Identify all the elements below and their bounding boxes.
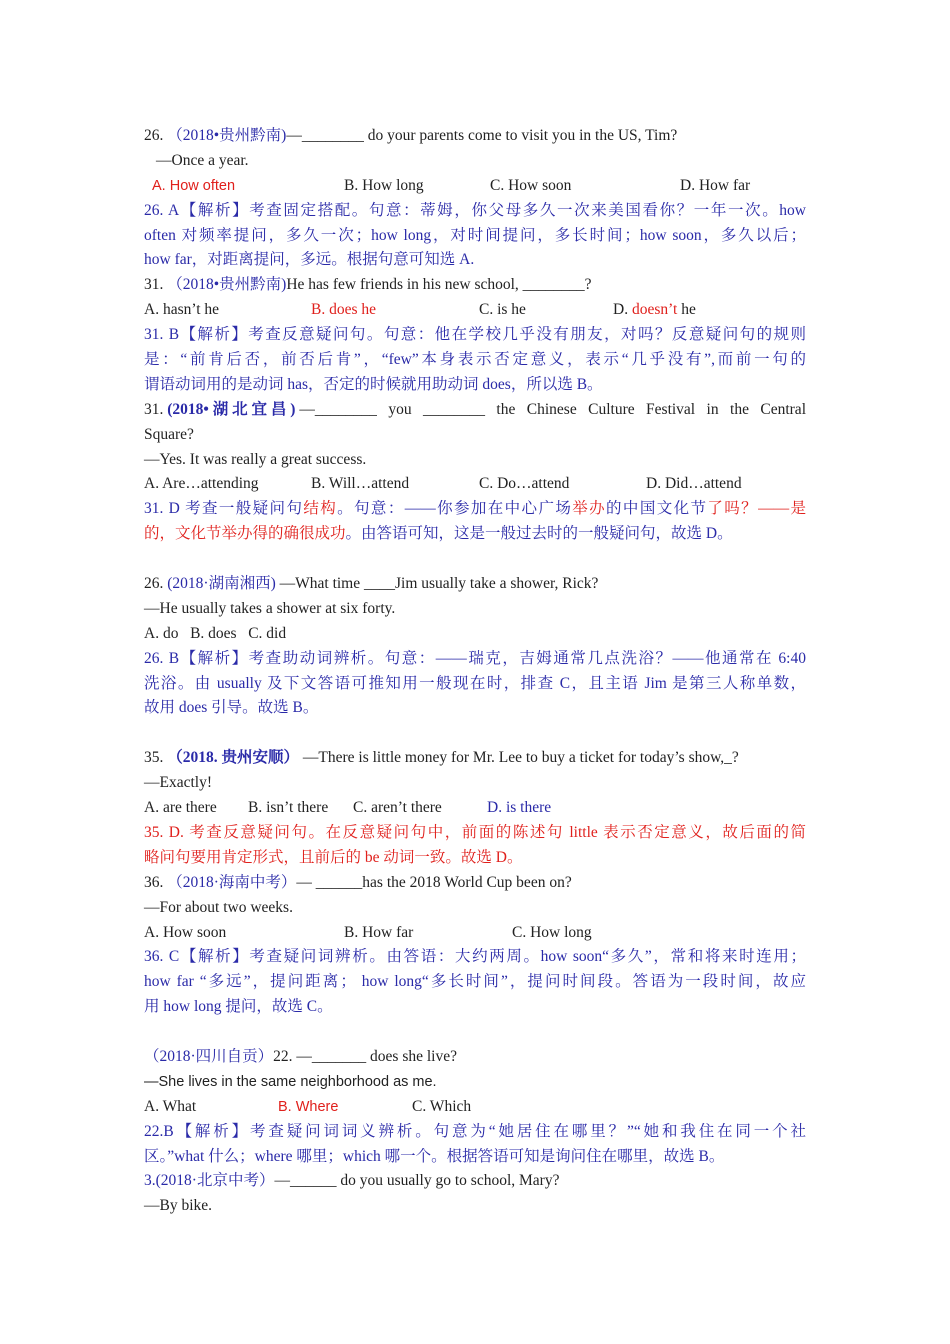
option-a: A. What [144,1097,197,1115]
question-source: （2018·海南中考） [167,873,297,891]
option-a: A. How soon [144,923,227,941]
option-a: A. are there [144,799,217,817]
analysis-line: 26. B【解析】考查助动词辨析。句意：——瑞克，吉姆通常几点洗浴？——他通常在 6:40 [144,649,806,667]
question-text: —________ do your parents come to visit you in the US, Tim? [286,127,678,144]
analysis-segment: 的，文化节举办得的确很成功 [144,525,346,543]
question-text: —______ do you usually go to school, Mary? [274,1172,560,1190]
option-d: D. Did…attend [646,475,742,493]
question-text: —________ you ________ the Chinese Culture Festival in the Central [299,400,806,418]
option-d [613,298,696,323]
option-b: B. How far [344,923,414,941]
analysis-line: 区。”what 什么；where 哪里；which 哪一个。根据答语可知是询问住在哪里，故选 B。 [144,1147,725,1165]
question-source: (2018• 湖 北 宜 昌 ) [167,400,296,418]
question-source: （2018•贵州黔南) [167,276,287,294]
analysis-segment: 结构 [303,500,338,518]
spacer [144,547,806,572]
analysis-line: 26. A【解析】考查固定搭配。句意：蒂姆，你父母多久一次来美国看你？一年一次。how [144,201,806,219]
analysis-segment: 31. D 考查一般疑问句 [144,500,304,518]
option-c: C. is he [479,301,526,319]
option-c: C. How soon [490,176,572,194]
question-26-stem [144,124,806,149]
question-text: —_______ does she live? [296,1047,457,1065]
question-text: — ______has the 2018 World Cup been on? [296,873,572,891]
option-c: C. How long [512,923,592,941]
question-reply: —Exactly! [144,774,213,792]
option-d: D. is there [487,799,552,817]
question-number: 22. [273,1047,293,1065]
question-text: —There is little money for Mr. Lee to buy a ticket for today’s show,_? [302,749,739,767]
question-number: 31. [144,400,164,418]
question-reply: —He usually takes a shower at six forty. [144,599,396,617]
option-c: C. Do…attend [479,475,570,493]
analysis-segment: 了吗？——是 [707,500,806,518]
option-d-rest: he [677,301,696,319]
analysis-line [144,497,806,522]
question-number: 35. [144,749,164,767]
question-source: （2018•贵州黔南) [167,127,287,144]
analysis-line: 35. D. 考查反意疑问句。在反意疑问句中，前面的陈述句 little 表示否定意义，故后面的简 [144,823,806,841]
option-b: B. Will…attend [311,475,410,493]
analysis-line: 故用 does 引导。故选 B。 [144,699,319,717]
question-source: (2018·北京中考） [155,1172,275,1190]
question-options: A. do B. does C. did [144,624,287,642]
option-b: B. does he [311,301,377,319]
analysis-segment: 。由答语可知，这是一般过去时的一般疑问句，故选 D。 [345,525,733,543]
question-source: （2018·四川自贡） [144,1047,274,1065]
document-page [144,124,806,1219]
question-options [144,472,806,497]
analysis-segment: 的中国文化节 [606,500,708,518]
question-reply: —She lives in the same neighborhood as me. [144,1073,437,1090]
question-number: 3. [144,1172,156,1190]
analysis-line: often 对频率提问，多久一次；how long，对时间提问，多长时间；how soon，多久以后； [144,226,806,244]
question-options [144,921,806,946]
analysis-line: 31. B【解析】考查反意疑问句。句意：他在学校几乎没有朋友，对吗？反意疑问句的规则 [144,326,806,344]
question-reply: —Once a year. [156,151,249,169]
option-d-prefix: D. [613,301,632,319]
question-reply: —For about two weeks. [144,898,293,916]
option-a: A. Are…attending [144,475,259,493]
analysis-line: 用 how long 提问，故选 C。 [144,998,333,1016]
question-3-stem [144,1169,806,1194]
question-reply: —Yes. It was really a great success. [144,450,367,468]
option-b: B. How long [344,176,424,194]
analysis-segment: 。句意：——你参加在中心广场 [337,500,573,518]
question-number: 26. [144,127,164,144]
question-31b-stem [144,398,806,423]
question-options [144,796,806,821]
analysis-line: 谓语动词用的是动词 has，否定的时候就用助动词 does，所以选 B。 [144,375,603,393]
analysis-line [144,522,806,547]
question-text: He has few friends in his new school, ________? [286,276,592,294]
question-options [144,1095,806,1120]
question-35-stem [144,746,806,771]
question-36-stem [144,871,806,896]
analysis-line: how far，对距离提问，多远。根据句意可知选 A. [144,251,475,269]
option-d: D. How far [680,176,751,194]
question-number: 31. [144,276,164,294]
analysis-line: 略问句要用肯定形式，且前后的 be 动词一致。故选 D。 [144,848,523,866]
question-reply: —By bike. [144,1197,213,1215]
question-text-cont: Square? [144,425,194,443]
analysis-line: 洗浴。由 usually 及下文答语可推知用一般现在时，排查 C，且主语 Jim 是第三人称单数， [144,674,806,692]
option-b: B. Where [278,1098,339,1115]
option-d-highlight: doesn’t [631,301,678,319]
option-b: B. isn’t there [248,799,329,817]
question-text: —What time ____Jim usually take a shower, Rick? [279,575,599,593]
option-a: A. How often [152,177,236,194]
question-26b-stem [144,572,806,597]
question-options [144,174,806,199]
question-22-stem [144,1045,806,1070]
question-number: 26. [144,575,164,593]
question-31-stem [144,273,806,298]
analysis-line: 是：“前肯后否，前否后肯”，“few”本身表示否定意义，表示“几乎没有”,而前一句的 [144,351,806,369]
question-number: 36. [144,873,164,891]
analysis-line: 36. C【解析】考查疑问词辨析。由答语：大约两周。how soon“多久”，常和将来时连用； [144,948,806,966]
analysis-line: 22.B【解析】考查疑问词词义辨析。句意为“她居住在哪里？”“她和我住在同一个社 [144,1122,806,1140]
question-source: （2018. 贵州安顺） [167,749,300,767]
option-c: C. aren’t there [353,799,442,817]
spacer [144,1020,806,1045]
spacer [144,721,806,746]
analysis-segment: 举办 [572,500,607,518]
question-options [144,298,806,323]
option-a: A. hasn’t he [144,301,220,319]
question-source: (2018·湖南湘西) [167,575,276,593]
option-c: C. Which [412,1097,472,1115]
analysis-line: how far “多远”，提问距离； how long“多长时间”，提问时间段。答语为一段时间，故应 [144,973,806,991]
